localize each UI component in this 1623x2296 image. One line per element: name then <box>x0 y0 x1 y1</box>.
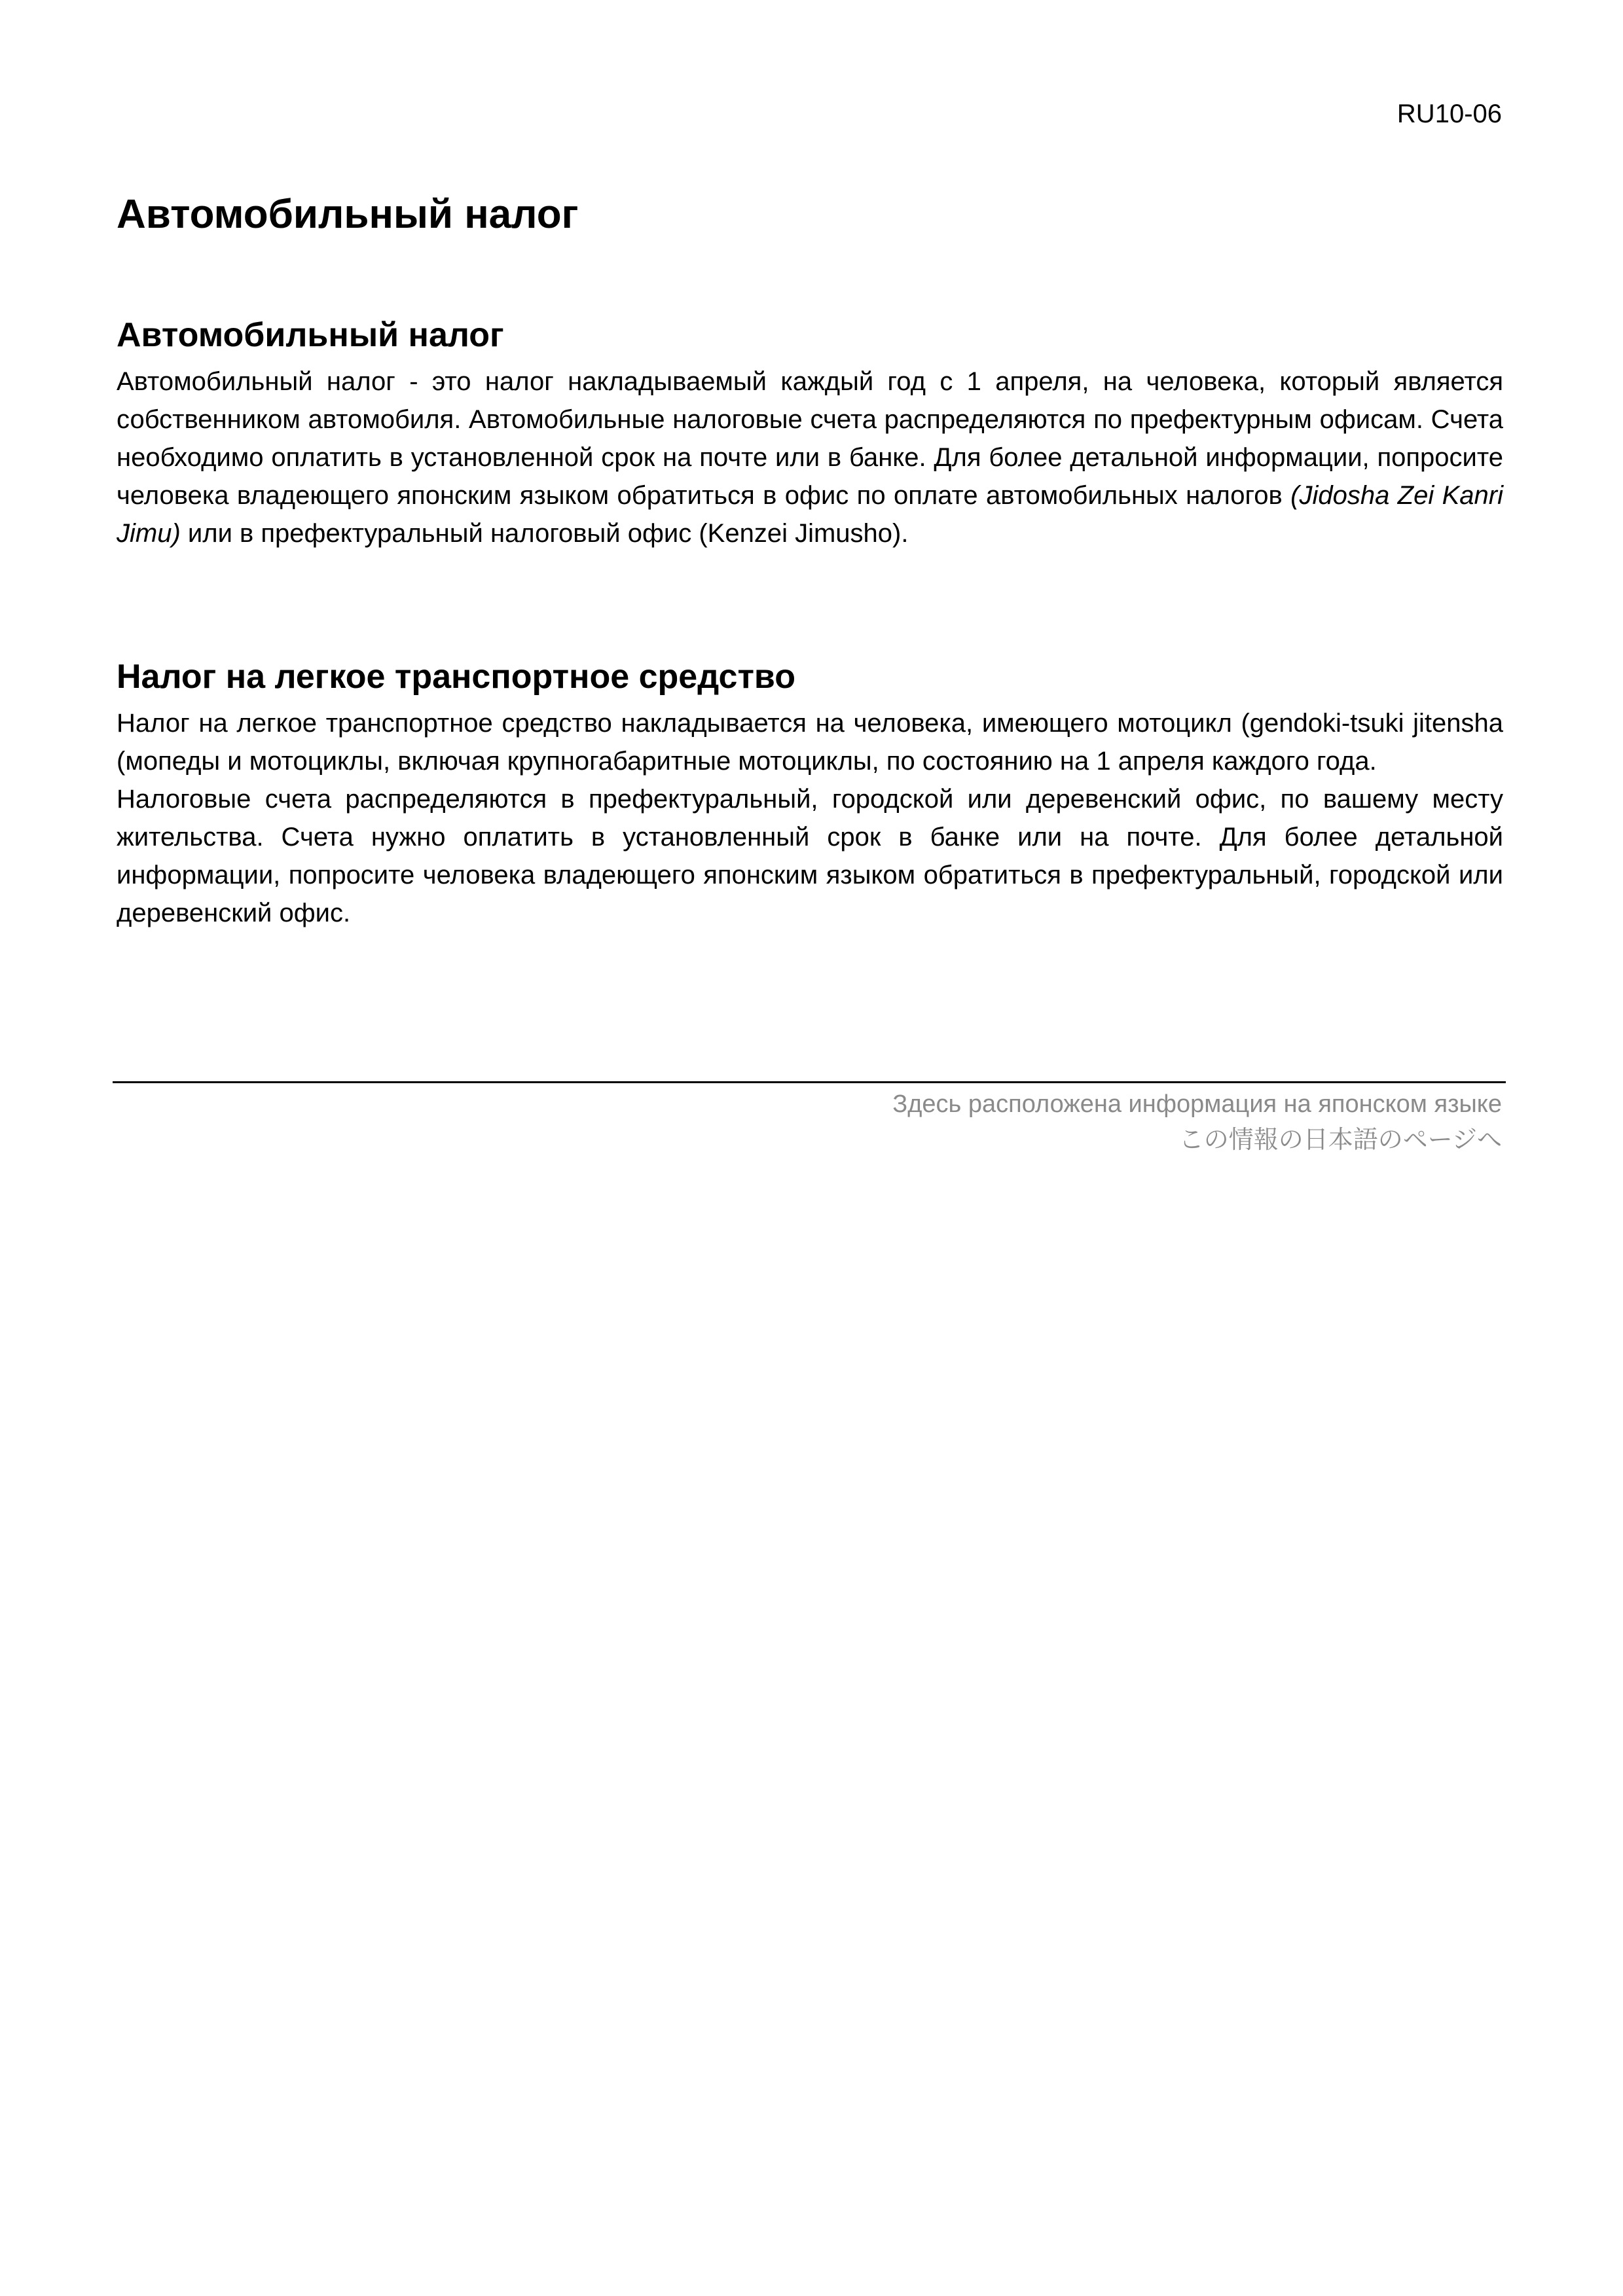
japanese-page-link[interactable]: この情報の日本語のページへ <box>1178 1125 1502 1154</box>
paragraph-text: Автомобильный налог - это налог накладываемый каждый год с 1 апреля, на человека, который является собственником автомобиля. Автомобильные налоговые счета распределяются по префектурным офисам. Счета необходимо оплатить в установленной срок на почте или в банке. Для более детальной информации, попросите человека владеющего японским языком обратиться в офис по оплате автомобильных налогов <box>117 367 1503 510</box>
japanese-info-link[interactable]: Здесь расположена информация на японском языке <box>892 1090 1502 1118</box>
section-automobile-tax <box>117 313 1503 552</box>
paragraph: Налоговые счета распределяются в префектуральный, городской или деревенский офис, по вашему месту жительства. Счета нужно оплатить в установленный срок в банке или на почте. Для более детальной информации, попросите человека владеющего японским языком обратиться в префектуральный, городской или деревенский офис. <box>117 785 1503 927</box>
office-name-emphasis: (Jidosha Zei Kanri Jimu) <box>117 481 1504 548</box>
paragraph-text: или в префектуральный налоговый офис (Kenzei Jimusho). <box>180 519 909 548</box>
paragraph: Налог на легкое транспортное средство накладывается на человека, имеющего мотоцикл (gendoki-tsuki jitensha (мопеды и мотоциклы, включая крупногабаритные мотоциклы, по состоянию на 1 апреля каждого года. <box>117 709 1503 776</box>
horizontal-divider <box>113 1081 1506 1083</box>
section-title: Автомобильный налог <box>117 316 504 354</box>
section-title: Налог на легкое транспортное средство <box>117 658 795 696</box>
document-code: RU10-06 <box>1396 99 1502 128</box>
section-light-vehicle-tax <box>117 655 1503 932</box>
page-title: Автомобильный налог <box>117 192 579 237</box>
paragraph <box>117 363 1503 552</box>
